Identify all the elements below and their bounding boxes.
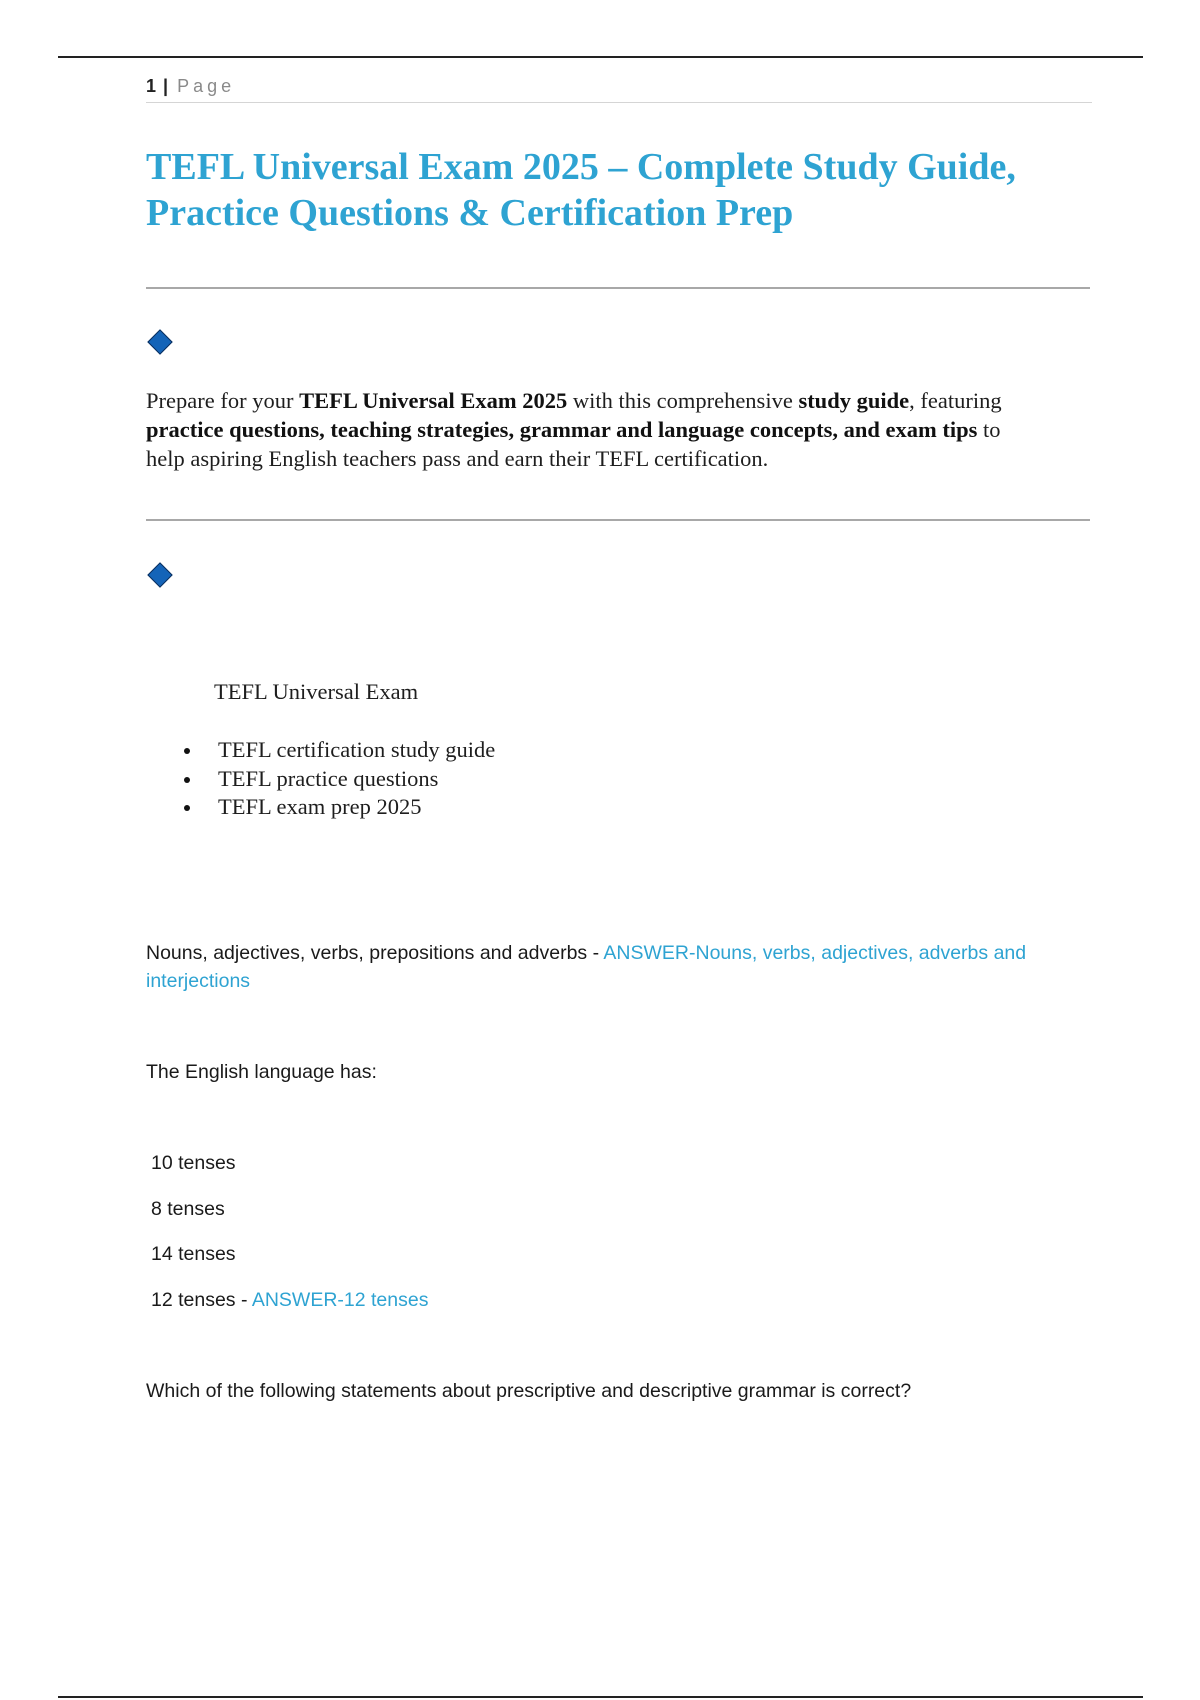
title-line-1: TEFL Universal Exam 2025 – Complete Study Guide, [146,146,1016,188]
intro-text: to [977,417,1001,442]
page-separator: | [163,76,169,96]
answer-text: ANSWER-Nouns, verbs, adjectives, adverbs and [603,942,1027,964]
intro-bold-features: practice questions, teaching strategies, grammar and language concepts, and exam tips [146,417,978,442]
diamond-bullet-icon [147,562,172,587]
intro-line-2 [146,415,1092,444]
keywords-list [180,736,495,822]
section-divider [146,287,1090,289]
page-number: 1 [146,76,157,96]
question-prompt: Nouns, adjectives, verbs, prepositions and adverbs - [146,942,604,964]
document-title [146,144,1106,236]
intro-line-3: help aspiring English teachers pass and earn their TEFL certification. [146,446,769,471]
section-divider [146,519,1090,521]
page-word: Page [177,76,236,96]
list-item: TEFL practice questions [180,765,495,794]
intro-text: , featuring [909,388,1002,413]
question-3-prompt: Which of the following statements about prescriptive and descriptive grammar is correct? [146,1380,912,1402]
intro-text: Prepare for your [146,388,300,413]
answer-option: 10 tenses [151,1152,236,1174]
intro-line-1 [146,386,1092,415]
option-text: 12 tenses - [151,1289,252,1311]
answer-text: interjections [146,970,251,992]
intro-bold-exam: TEFL Universal Exam 2025 [299,388,568,413]
title-line-2: Practice Questions & Certification Prep [146,192,794,234]
question-1-line-1 [146,939,1092,967]
answer-option-correct [151,1286,428,1314]
bottom-rule [58,1696,1143,1698]
answer-text: ANSWER-12 tenses [251,1289,429,1311]
page-header [146,74,1092,103]
diamond-bullet-icon [147,329,172,354]
intro-paragraph [146,386,1092,473]
answer-option: 14 tenses [151,1243,236,1265]
intro-text: with this comprehensive [567,388,799,413]
question-2-prompt: The English language has: [146,1061,377,1083]
top-rule [58,56,1143,58]
list-item: TEFL exam prep 2025 [180,793,495,822]
keywords-heading: TEFL Universal Exam [214,679,419,704]
list-item: TEFL certification study guide [180,736,495,765]
answer-option: 8 tenses [151,1198,225,1220]
question-1 [146,939,1092,995]
intro-bold-study-guide: study guide [798,388,910,413]
